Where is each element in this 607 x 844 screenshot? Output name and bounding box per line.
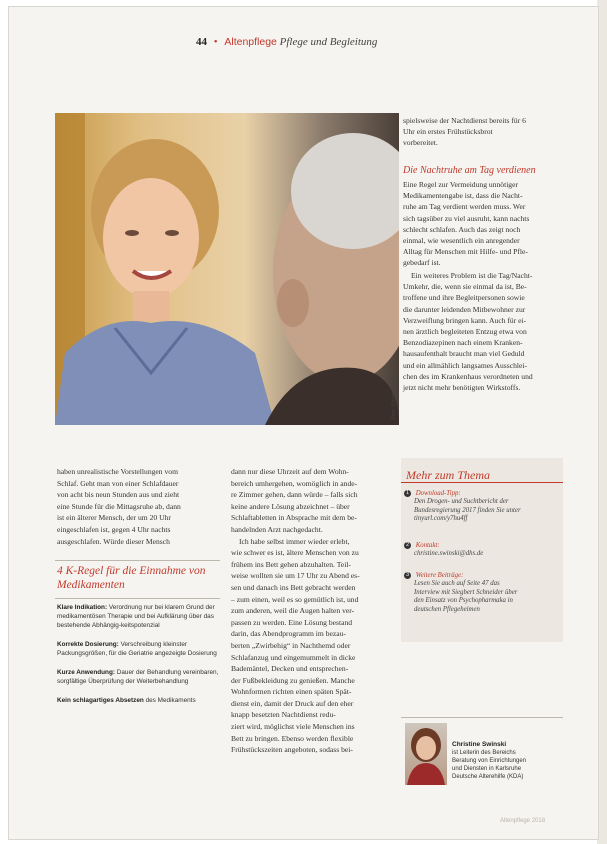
text-line: dann nur diese Uhrzeit auf dem Wohn- xyxy=(231,467,349,476)
text-line: handelnden Arzt nachgedacht. xyxy=(231,524,323,534)
author-photo xyxy=(405,723,447,785)
box-item-text: Verordnung nur bei klarem Grund der medikamentösen Therapie und bei Aufklärung über das bestehende Abhängig-keitspotenzial xyxy=(57,604,215,630)
text-line: Schlaf. Geht man von einer Schlafdauer xyxy=(57,478,179,488)
text-line: Medikamentengabe ist, dass die Nacht- xyxy=(403,191,523,201)
text-line: eine Stunde für die Mittagsruhe ab, dann xyxy=(57,501,181,511)
text-line: Alltag für Menschen mit Hilfe- und Pfle- xyxy=(403,247,528,257)
section-heading-nachtruhe: Die Nachtruhe am Tag verdienen xyxy=(403,165,536,176)
mzt-item-label: Kontakt: xyxy=(415,542,440,549)
box-item-anwendung xyxy=(57,668,222,686)
text-line: dienst ein, damit der Druck auf den eher xyxy=(231,698,354,708)
text-line: keine andere Lösung abzeichnet – über xyxy=(231,501,350,511)
text-line: Ich habe selbst immer wieder erlebt, xyxy=(239,536,350,546)
text-line: berten „Zwirbehig“ in Nachthemd oder xyxy=(231,640,351,650)
mzt-item-download xyxy=(404,490,562,524)
mzt-item-line: Den Drogen- und Suchtbericht der xyxy=(414,498,509,506)
box-item-dosierung xyxy=(57,640,222,658)
text-line: und ein allmählich langsames Ausschlei- xyxy=(403,360,528,370)
box-item-indikation xyxy=(57,603,222,631)
text-line: Schlafanzug und eingemummelt in dicke xyxy=(231,652,356,662)
text-line: ist ein älterer Mensch, der um 20 Uhr xyxy=(57,513,171,523)
mzt-item-label: Weitere Beiträge: xyxy=(415,572,464,579)
page-number: 44 xyxy=(196,36,207,48)
page-footer: Altenpflege 2018 xyxy=(500,818,546,824)
mzt-item-link[interactable]: tinyurl.com/y7hu4ff xyxy=(414,515,468,523)
number-badge: 2 xyxy=(405,542,410,548)
text-line: der Fußbekleidung zu genießen. Manche xyxy=(231,675,355,685)
right-column-paragraph-1 xyxy=(403,179,563,269)
mzt-item-beitraege xyxy=(404,572,562,614)
text-line: die darunter leidenden Mitbewohner zur xyxy=(403,304,526,314)
box-item-label: Kein schlagartiges Absetzen xyxy=(57,697,144,704)
mzt-item-line: Bundesregierung 2017 finden Sie unter xyxy=(414,506,521,514)
text-line: Verzweiflung bringen kann. Auch für ei- xyxy=(403,315,527,325)
text-line: Uhr ein erstes Frühstücksbrot xyxy=(403,127,493,137)
text-line: jetzt nicht mehr benötigten Wirkstoffs. xyxy=(403,383,521,393)
box-title: 4 K-Regel für die Einnahme von Medikamenten xyxy=(57,565,206,591)
mzt-item-line: deutschen Pflegeheimen xyxy=(414,605,480,613)
column-1-text xyxy=(57,466,221,547)
text-line: Umkehr, die, wenn sie einmal da ist, Be- xyxy=(403,282,527,292)
mzt-item-kontakt xyxy=(404,542,562,559)
text-line: Bademäntel, Decken und entsprechen- xyxy=(231,664,349,674)
box-top-rule xyxy=(55,560,220,561)
text-line: Benzodiazepinen nach einem Kranken- xyxy=(403,338,523,348)
number-badge: 3 xyxy=(405,572,410,578)
text-line: Wohnformen richten einen späten Spät- xyxy=(231,687,352,697)
mzt-item-label: Download-Tipp: xyxy=(415,490,461,497)
text-line: zum anderen, weil die Augen halten ver- xyxy=(231,606,355,616)
photo-credit: Foto: Werner Krüper xyxy=(391,373,397,419)
mehr-zum-thema-title: Mehr zum Thema xyxy=(406,468,490,482)
page-header xyxy=(196,36,377,48)
text-line: – zum einen, weil es so gemütlich ist, und xyxy=(231,594,359,604)
mehr-zum-thema-rule xyxy=(401,482,563,483)
text-line: haben unrealistische Vorstellungen vom xyxy=(57,467,178,476)
box-item-text: des Medikaments xyxy=(145,697,196,704)
text-line: frühem ins Bett gehen abzuhalten. Teil- xyxy=(231,559,351,569)
author-bio-line: und Diensten in Karlsruhe xyxy=(452,766,522,772)
column-2-text xyxy=(231,466,391,756)
text-line: Frühstückszeiten angeboten, sodass bei- xyxy=(231,745,353,755)
text-line: troffene und ihre Begleitpersonen sowie xyxy=(403,293,525,303)
text-line: ziert wird, möglichst viele Menschen ins xyxy=(231,722,355,732)
text-line: Schlaftabletten in Absprache mit dem be- xyxy=(231,513,357,523)
mzt-item-email[interactable]: christine.swinski@dhs.de xyxy=(414,550,484,558)
text-line: darin, das Abendprogramm im bezau- xyxy=(231,629,346,639)
text-line: Eine Regel zur Vermeidung unnötiger xyxy=(403,180,518,189)
author-bio-line: ist Leiterin des Bereichs xyxy=(452,750,516,756)
text-line: vorbereitet. xyxy=(403,138,438,148)
text-line: wie schwer es ist, ältere Menschen von zu xyxy=(231,548,359,558)
text-line: sich tagsüber zu viel ausruht, kann nachts xyxy=(403,213,530,223)
text-line: ausgeschlafen. Würde dieser Mensch xyxy=(57,536,170,546)
box-item-text: Verschreibung kleinster Packungsgrößen, für die Geriatrie angezeigte Dosierung xyxy=(57,641,217,658)
text-line: sen und danach ins Bett gebracht werden xyxy=(231,582,356,592)
text-line: hausaufenthalt braucht man viel Geduld xyxy=(403,349,525,359)
box-item-label: Korrekte Dosierung: xyxy=(57,641,119,648)
mzt-item-line: Interview mit Siegbert Schneider über xyxy=(414,588,518,596)
text-line: Bett zu bringen. Ebenso werden flexible xyxy=(231,733,354,743)
text-line: chen des im Krankenhaus verordneten und xyxy=(403,371,533,381)
author-portrait xyxy=(405,723,447,785)
box-item-label: Klare Indikation: xyxy=(57,604,108,611)
text-line: schlecht schlafen. Auch das zeigt noch xyxy=(403,224,521,234)
photo-illustration xyxy=(55,113,399,425)
header-subsection: Pflege und Begleitung xyxy=(279,36,378,48)
text-line: ruhe am Tag verdient werden muss. Wer xyxy=(403,202,526,212)
author-name: Christine Swinski xyxy=(452,741,507,748)
header-separator: • xyxy=(213,36,218,48)
box-item-label: Kurze Anwendung: xyxy=(57,669,115,676)
box-title-rule xyxy=(55,598,220,599)
number-badge: 1 xyxy=(405,490,410,496)
author-bio-line: Deutsche Alterehilfe (KDA) xyxy=(452,774,524,780)
mzt-item-line: den Einsatz von Psychopharmaka in xyxy=(414,597,513,605)
article-photo xyxy=(55,113,399,425)
text-line: von acht bis neun Stunden aus und zieht xyxy=(57,490,180,500)
text-line: re Zimmer gehen, dann würde – falls sich xyxy=(231,490,358,500)
box-item-text: Dauer der Behandlung vereinbaren, sorgfältige Überprüfung der Weiterbehandlung xyxy=(57,669,219,686)
text-line: nen ärztlich begleiteten Entzug etwa von xyxy=(403,327,527,337)
text-line: spielsweise der Nachtdienst bereits für 6 xyxy=(403,116,526,125)
text-line: eingeschlafen ist, gegen 4 Uhr nachts xyxy=(57,524,171,534)
text-line: knapp besetzten Nachtdienst redu- xyxy=(231,710,336,720)
text-line: bereich umhergehen, womöglich in ande- xyxy=(231,478,358,488)
text-line: gebedarf ist. xyxy=(403,258,441,268)
mzt-item-line: Lesen Sie auch auf Seite 47 das xyxy=(414,580,500,588)
author-bio xyxy=(452,741,564,781)
text-line: Ein weiteres Problem ist die Tag/Nacht- xyxy=(411,271,533,280)
text-line: weise wollten sie um 17 Uhr zu Abend es- xyxy=(231,571,360,581)
text-line: einmal, wie wesentlich ein anregender xyxy=(403,236,520,246)
author-bio-line: Beratung von Einrichtungen xyxy=(452,758,527,764)
header-section: Altenpflege xyxy=(224,36,277,48)
box-item-absetzen xyxy=(57,696,222,705)
text-line: passen zu werden. Eine Lösung bestand xyxy=(231,617,353,627)
author-rule xyxy=(401,717,563,718)
right-column-paragraph-2 xyxy=(403,270,563,393)
right-column-intro xyxy=(403,115,563,149)
